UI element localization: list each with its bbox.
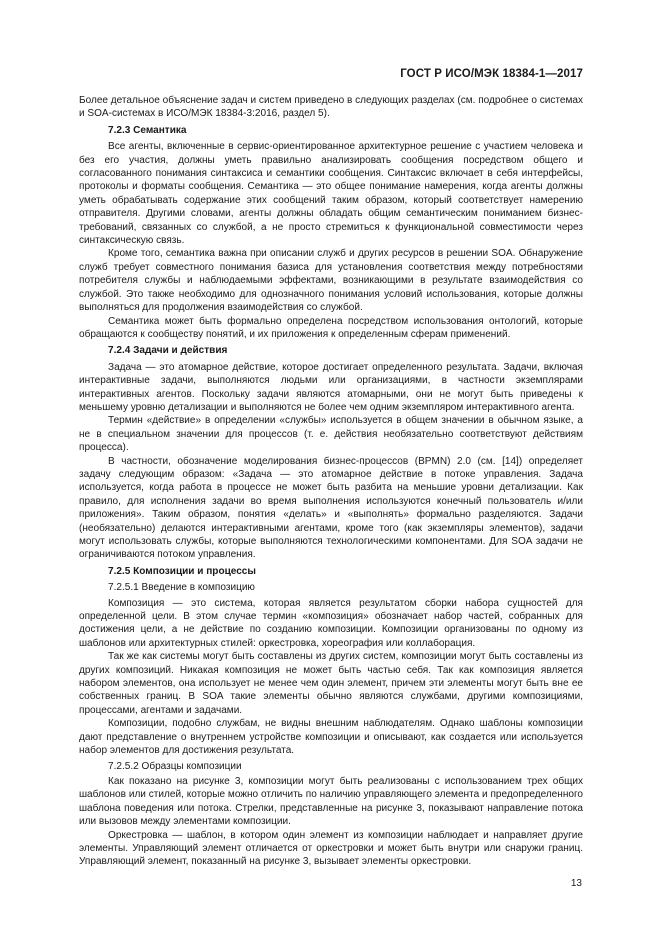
subsection-heading: 7.2.5.2 Образцы композиции <box>108 760 242 772</box>
document-body <box>79 94 583 869</box>
paragraph: Оркестровка — шаблон, в котором один элемент из композиции наблюдает и направляет другие элементы. Управляющий элемент отличается от оркестровки и может быть внутри или снаружи границ. Управляющий элемент, показанный на рисунке 3, вызывает элементы оркестровки. <box>79 829 583 868</box>
paragraph: Семантика может быть формально определена посредством использования онтологий, которые обращаются к сообществу понятий, и их приложения к определенным сферам применений. <box>79 315 583 340</box>
paragraph: Термин «действие» в определении «службы» используется в общем значении в обычном языке, а не в специальном значении для процессов (т. е. действия необязательно соответствуют действиям процесса). <box>79 415 583 454</box>
page-number: 13 <box>570 878 582 889</box>
section-heading: 7.2.5 Композиции и процессы <box>108 565 256 577</box>
paragraph: Так же как системы могут быть составлены из других систем, композиции могут быть составлены из других композиций. Никакая композиция не может быть частью себя. Так как композиция является набором элементов, она использует не менее чем один элемент, причем эти элементы могут быть вне ее собственных границ. В SOA такие элементы обычно являются службами, другими композициями, процессами, агентами и задачами. <box>79 651 583 716</box>
paragraph: Кроме того, семантика важна при описании служб и других ресурсов в решении SOA. Обнаружение служб требует совместного понимания базиса для установления соответствия между потребностями потребителя службы и наблюдаемыми эффектами, возникающими в результате взаимодействия со службой. Это также необходимо для однозначного понимания условий использования, которые должны выполняться для продолжения взаимодействия со службой. <box>79 248 583 314</box>
paragraph: Как показано на рисунке 3, композиции могут быть реализованы с использованием трех общих шаблонов или стилей, которые можно отличить по наличию управляющего элемента и предопределенного шаблона поведения или потока. Стрелки, представленные на рисунке 3, показывают направление потока или вызовов между элементами композиции. <box>79 775 583 828</box>
subsection-heading: 7.2.5.1 Введение в композицию <box>108 582 255 594</box>
paragraph: Композиция — это система, которая является результатом сборки набора сущностей для определенной цели. В этом случае термин «композиция» обозначает набор частей, собранных для достижения цели, а не действие по созданию композиции. Композиции организованы по одному из шаблонов или архитектурных стилей: оркестровка, хореография или коллаборация. <box>79 597 583 649</box>
paragraph: Все агенты, включенные в сервис-ориентированное архитектурное решение с участием человека и без его участия, должны уметь правильно анализировать сообщения посредством общего и согласованного понимания синтаксиса и семантики сообщения. Синтаксис включает в себя интерфейсы, протоколы и форматы сообщения. Семантика — это общее понимание намерения, когда агенты должны уметь обрабатывать содержание этих сообщений таким образом, который соответствует намерению отправителя. Другими словами, агенты должны обладать общим семантическим пониманием бизнес-требований, связанных со службой, а не просто стремиться к функциональной совместимости через синтаксическую связь. <box>79 141 583 247</box>
section-heading: 7.2.4 Задачи и действия <box>108 345 228 357</box>
paragraph: Задача — это атомарное действие, которое достигает определенного результата. Задачи, включая интерактивные задачи, выполняются людьми или организациями, в частности экземплярами интерактивных агентов. Поскольку задачи являются атомарными, они не могут быть приведены к меньшему уровню детализации и выполняются не более чем одним экземпляром интерактивного агента. <box>79 361 583 413</box>
section-heading: 7.2.3 Семантика <box>108 124 187 136</box>
paragraph: Композиции, подобно службам, не видны внешним наблюдателям. Однако шаблоны композиции дают представление о внутреннем устройстве композиции и описывают, как создается или используется набор элементов для достижения результата. <box>79 718 583 757</box>
paragraph: В частности, обозначение моделирования бизнес-процессов (BPMN) 2.0 (см. [14]) определяет задачу следующим образом: «Задача — это атомарное действие в потоке управления. Задача используется, когда работа в процессе не может быть разбита на меньшие уровни детализации. Как правило, для исполнения задачи во время выполнения используются конечный пользователь и/или приложения». Таким образом, понятия «делать» и «выполнять» формально разделяются. Задачи (необязательно) делаются интерактивными агентами, кроме того (как экземпляры элементов), задачи могут использовать службы, которые выполняются технологическими компонентами. Для SOA задачи не ограничиваются потоком управления. <box>79 455 583 561</box>
paragraph: Более детальное объяснение задач и систем приведено в следующих разделах (см. подробнее о системах и SOA-системах в ИСО/МЭК 18384-3:2016, раздел 5). <box>79 95 583 120</box>
document-header: ГОСТ Р ИСО/МЭК 18384-1—2017 <box>400 68 583 80</box>
